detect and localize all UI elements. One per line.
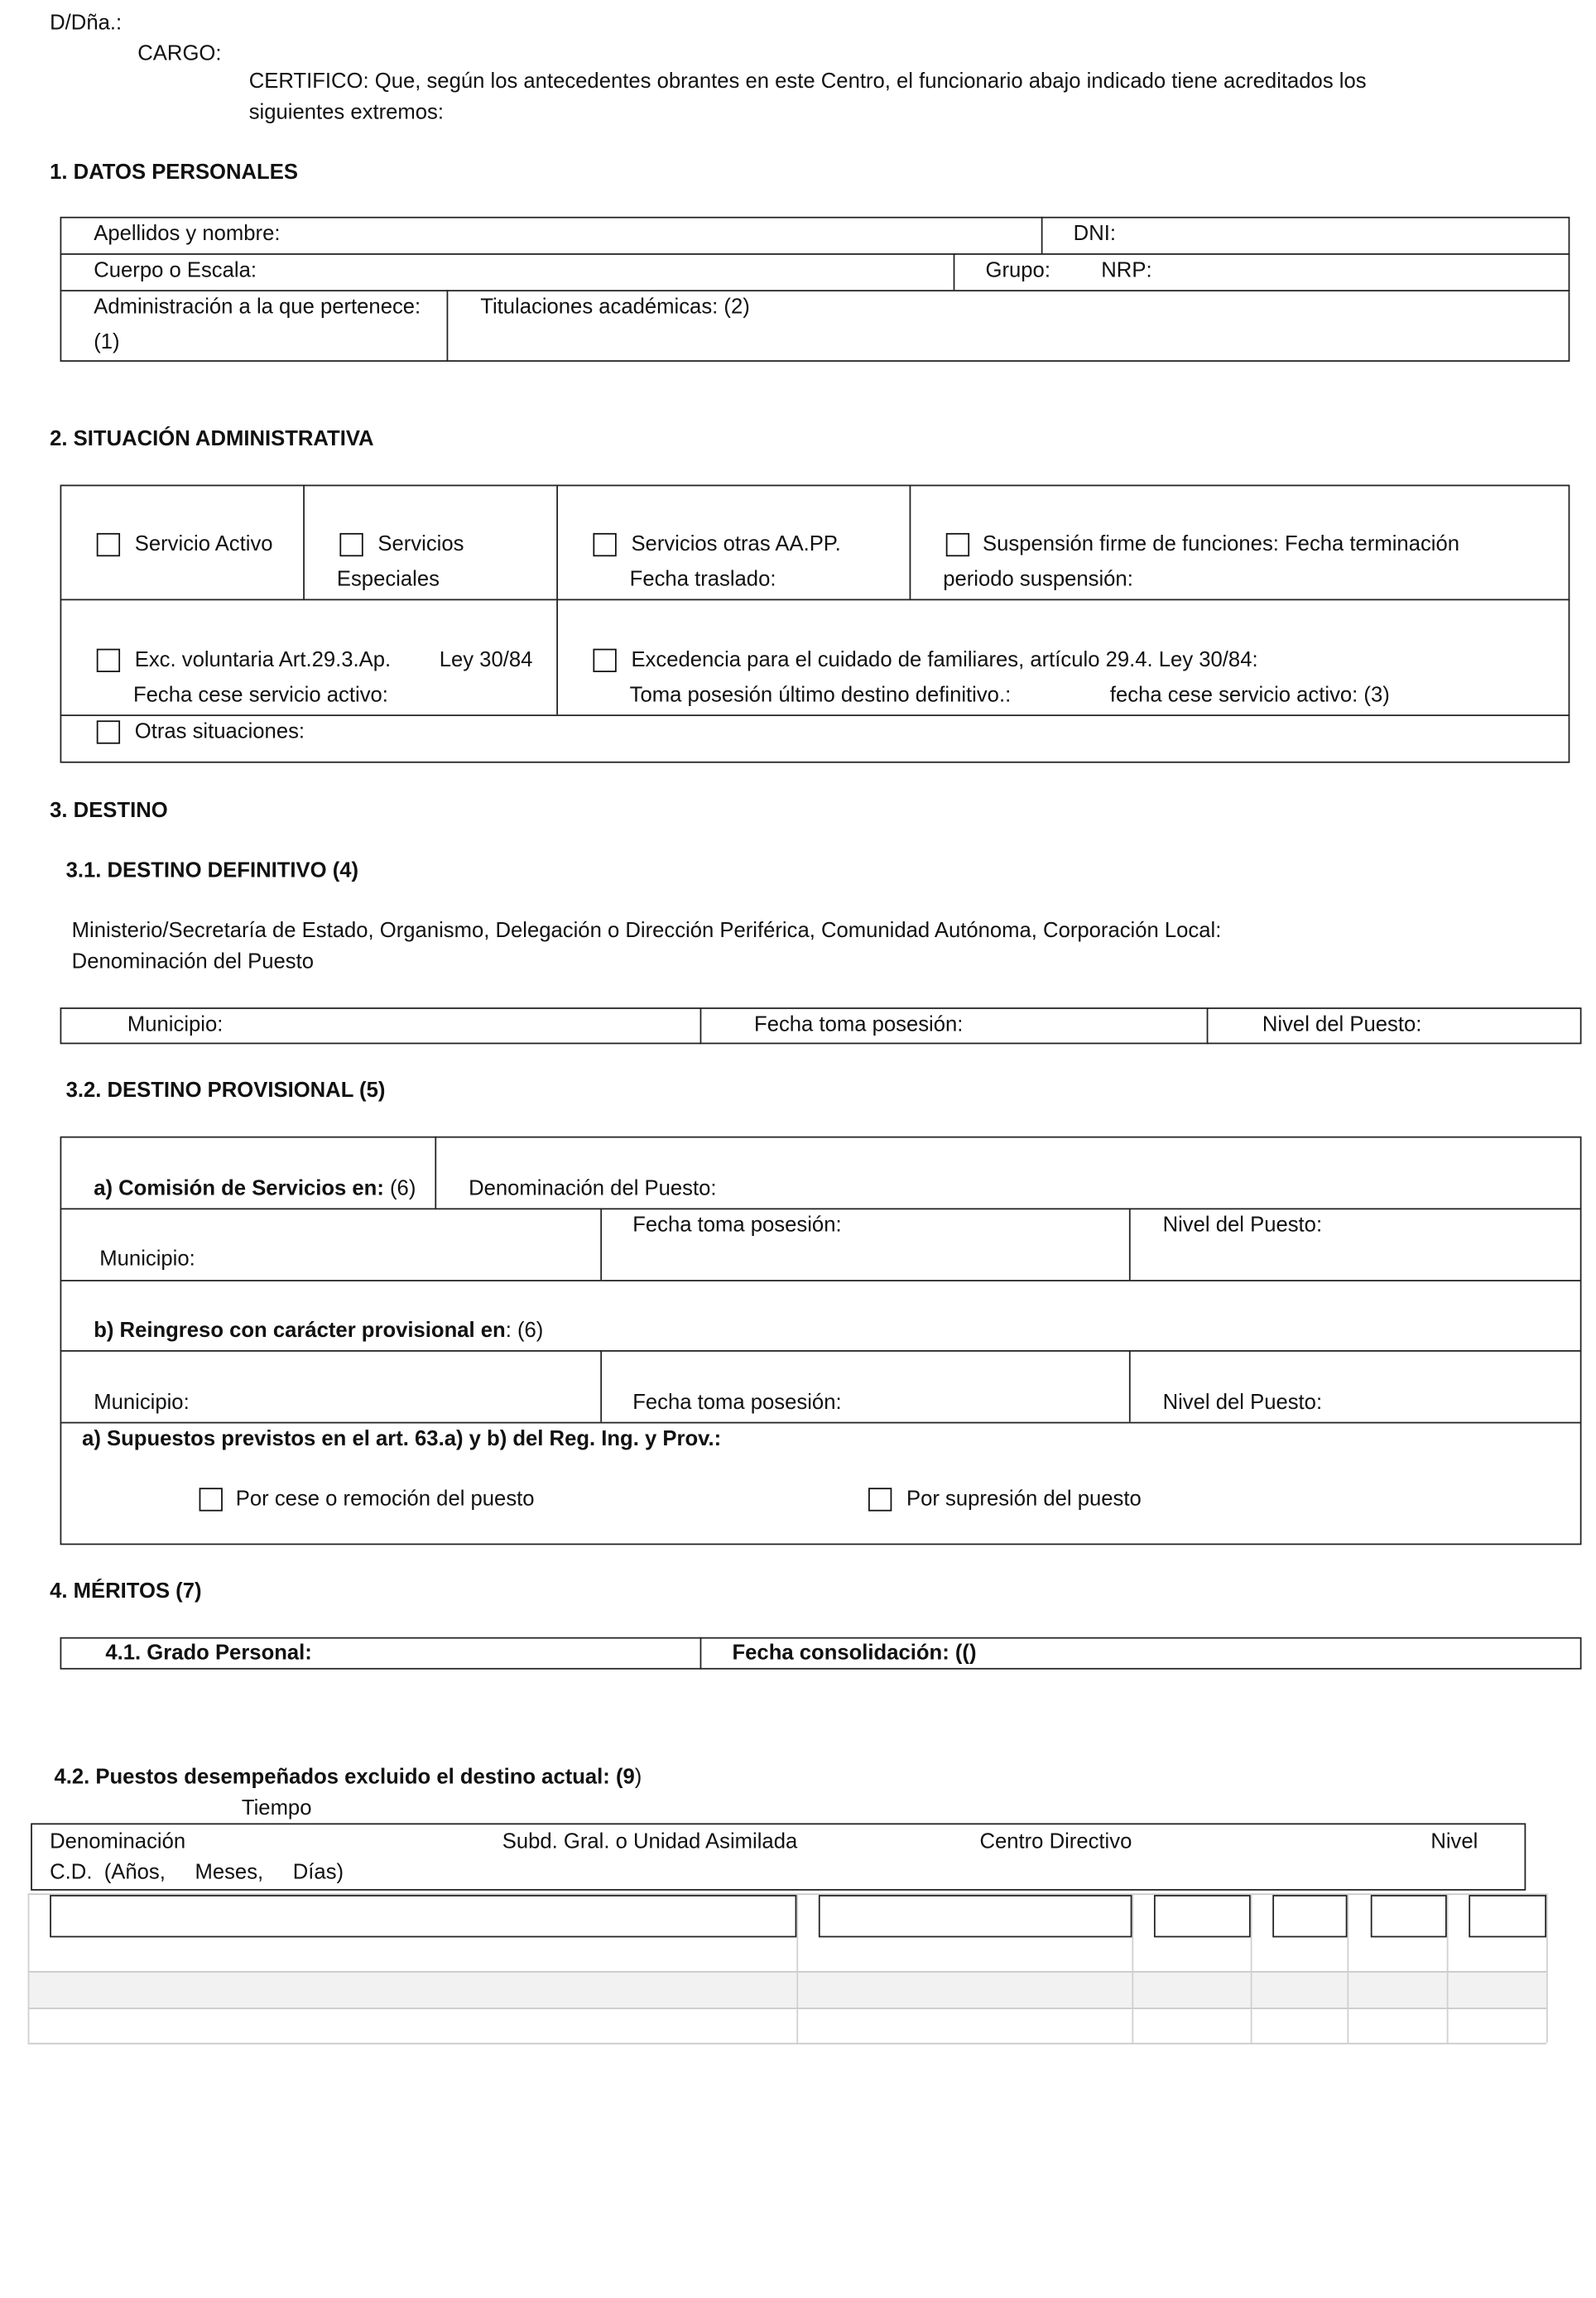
servicios-label: Servicios: [377, 532, 464, 557]
grado-personal-field[interactable]: 4.1. Grado Personal:: [105, 1642, 312, 1666]
divider: [600, 1208, 602, 1280]
grid-line: [1347, 1893, 1348, 2042]
supresion-label: Por supresión del puesto: [906, 1488, 1142, 1512]
denominacion-input[interactable]: [50, 1895, 796, 1937]
comision-municipio-field[interactable]: Municipio:: [99, 1248, 195, 1272]
puestos-title: [54, 1766, 642, 1791]
nivel-field[interactable]: Nivel del Puesto:: [1262, 1013, 1422, 1037]
excedencia-familiares-label: Excedencia para el cuidado de familiares, artículo 29.4. Ley 30/84:: [631, 648, 1258, 672]
fecha-cese-3-label: fecha cese servicio activo: (3): [1109, 684, 1390, 708]
divider: [556, 485, 558, 715]
comision-note: (6): [383, 1177, 416, 1201]
fecha-toma-field[interactable]: Fecha toma posesión:: [754, 1013, 964, 1037]
fecha-cese-label: Fecha cese servicio activo:: [132, 684, 388, 708]
table-row-shaded: [28, 1971, 1546, 2007]
reingreso-label: [94, 1320, 543, 1344]
grid-line: [1132, 1893, 1133, 2042]
divider: [1207, 1007, 1209, 1044]
cargo-label: CARGO:: [137, 42, 222, 66]
apellidos-field[interactable]: Apellidos y nombre:: [94, 222, 281, 247]
denominacion-puesto-field[interactable]: Denominación del Puesto:: [469, 1177, 717, 1201]
comision-fecha-toma-field[interactable]: Fecha toma posesión:: [632, 1214, 842, 1238]
divider: [60, 599, 1570, 601]
grid-line: [796, 1893, 798, 2042]
col-denominacion: Denominación: [50, 1830, 186, 1854]
denominacion-label: Denominación del Puesto: [71, 950, 315, 974]
divider: [60, 1422, 1582, 1424]
supresion-checkbox[interactable]: [868, 1488, 892, 1511]
administracion-field[interactable]: Administración a la que pertenece:: [94, 296, 421, 320]
municipio-field[interactable]: Municipio:: [127, 1013, 224, 1037]
otras-situaciones-label: Otras situaciones:: [134, 720, 305, 744]
col-nivel: Nivel: [1430, 1830, 1478, 1854]
grid-line: [1251, 1893, 1252, 2042]
especiales-label: Especiales: [336, 568, 440, 592]
divider: [1129, 1208, 1131, 1280]
excedencia-familiares-checkbox[interactable]: [593, 649, 616, 672]
suspension-label: Suspensión firme de funciones: Fecha terminación: [982, 532, 1460, 557]
col-subd: Subd. Gral. o Unidad Asimilada: [502, 1830, 798, 1854]
nrp-field[interactable]: NRP:: [1101, 259, 1152, 283]
fecha-traslado-label: Fecha traslado:: [629, 568, 776, 592]
servicios-otras-aapp-checkbox[interactable]: [593, 533, 616, 556]
servicio-activo-checkbox[interactable]: [97, 533, 120, 556]
divider: [910, 485, 911, 599]
section-title-meritos: 4. MÉRITOS (7): [50, 1579, 202, 1604]
comision-servicios-label: [94, 1177, 416, 1202]
centro-input[interactable]: [1154, 1895, 1251, 1937]
divider: [600, 1350, 602, 1422]
cese-checkbox[interactable]: [200, 1488, 223, 1511]
anos-input[interactable]: [1371, 1895, 1447, 1937]
subd-input[interactable]: [819, 1895, 1132, 1937]
divider: [700, 1007, 702, 1044]
grupo-field[interactable]: Grupo:: [985, 259, 1050, 283]
titulaciones-field[interactable]: Titulaciones académicas: (2): [480, 296, 750, 320]
grid-line: [28, 2043, 1546, 2045]
supuestos-label: a) Supuestos previstos en el art. 63.a) y b) del Reg. Ing. y Prov.:: [82, 1427, 722, 1452]
periodo-suspension-label: periodo suspensión:: [943, 568, 1133, 592]
grid-line: [28, 1893, 30, 2042]
divider: [60, 1350, 1582, 1352]
dona-label: D/Dña.:: [50, 12, 123, 36]
destino-definitivo-title: 3.1. DESTINO DEFINITIVO (4): [65, 859, 359, 883]
cuerpo-field[interactable]: Cuerpo o Escala:: [94, 259, 257, 283]
certifico-text: CERTIFICO: Que, según los antecedentes obrantes en este Centro, el funcionario abajo indicado tiene acreditados los: [248, 70, 1367, 94]
toma-posesion-label: Toma posesión último destino definitivo.:: [629, 684, 1012, 708]
administracion-note: (1): [94, 330, 120, 355]
exc-voluntaria-label: Exc. voluntaria Art.29.3.Ap.: [134, 648, 392, 672]
grid-line: [1447, 1893, 1449, 2042]
divider: [60, 714, 1570, 716]
reingreso-note: : (6): [505, 1319, 544, 1344]
suspension-checkbox[interactable]: [946, 533, 969, 556]
reingreso-municipio-field[interactable]: Municipio:: [94, 1391, 190, 1415]
reingreso-fecha-toma-field[interactable]: Fecha toma posesión:: [632, 1391, 842, 1415]
cese-label: Por cese o remoción del puesto: [235, 1488, 535, 1512]
destino-provisional-title: 3.2. DESTINO PROVISIONAL (5): [65, 1079, 386, 1103]
comision-text: a) Comisión de Servicios en:: [94, 1177, 384, 1201]
divider: [60, 290, 1570, 291]
grid-line: [1546, 1893, 1548, 2042]
nivel-input[interactable]: [1272, 1895, 1347, 1937]
section-title-datos-personales: 1. DATOS PERSONALES: [50, 161, 298, 185]
dni-field[interactable]: DNI:: [1073, 222, 1116, 247]
grid-line: [28, 2007, 1546, 2009]
ministerio-label: Ministerio/Secretaría de Estado, Organismo, Delegación o Dirección Periférica, Comunidad Autónoma, Corporación Local:: [71, 919, 1222, 944]
servicios-otras-aapp-label: Servicios otras AA.PP.: [631, 532, 841, 557]
divider: [60, 253, 1570, 255]
divider: [447, 290, 449, 362]
tiempo-label: Tiempo: [241, 1796, 312, 1820]
col-centro: Centro Directivo: [979, 1830, 1132, 1854]
grid-line: [28, 1971, 1546, 1973]
divider: [1041, 217, 1043, 253]
divider: [60, 1208, 1582, 1209]
section-title-situacion: 2. SITUACIÓN ADMINISTRATIVA: [50, 427, 374, 451]
certifico-text-2: siguientes extremos:: [248, 101, 444, 125]
fecha-consolidacion-field[interactable]: Fecha consolidación: ((): [732, 1642, 977, 1666]
reingreso-nivel-field[interactable]: Nivel del Puesto:: [1162, 1391, 1323, 1415]
reingreso-text: b) Reingreso con carácter provisional en: [94, 1319, 506, 1344]
divider: [954, 253, 955, 290]
divider: [60, 1280, 1582, 1281]
exc-voluntaria-checkbox[interactable]: [97, 649, 120, 672]
comision-nivel-field[interactable]: Nivel del Puesto:: [1162, 1214, 1323, 1238]
divider: [435, 1137, 436, 1209]
divider: [1129, 1350, 1131, 1422]
divider: [700, 1637, 702, 1670]
puestos-title-close: ): [634, 1766, 642, 1790]
ley-label: Ley 30/84: [439, 648, 533, 672]
otras-situaciones-checkbox[interactable]: [97, 720, 120, 743]
col-cd-tiempo: C.D. (Años, Meses, Días): [50, 1861, 344, 1885]
divider: [303, 485, 305, 599]
meses-input[interactable]: [1469, 1895, 1546, 1937]
servicio-activo-label: Servicio Activo: [134, 532, 273, 557]
servicios-especiales-checkbox[interactable]: [339, 533, 363, 556]
puestos-title-text: 4.2. Puestos desempeñados excluido el destino actual: (9: [54, 1766, 635, 1790]
section-title-destino: 3. DESTINO: [50, 799, 168, 824]
